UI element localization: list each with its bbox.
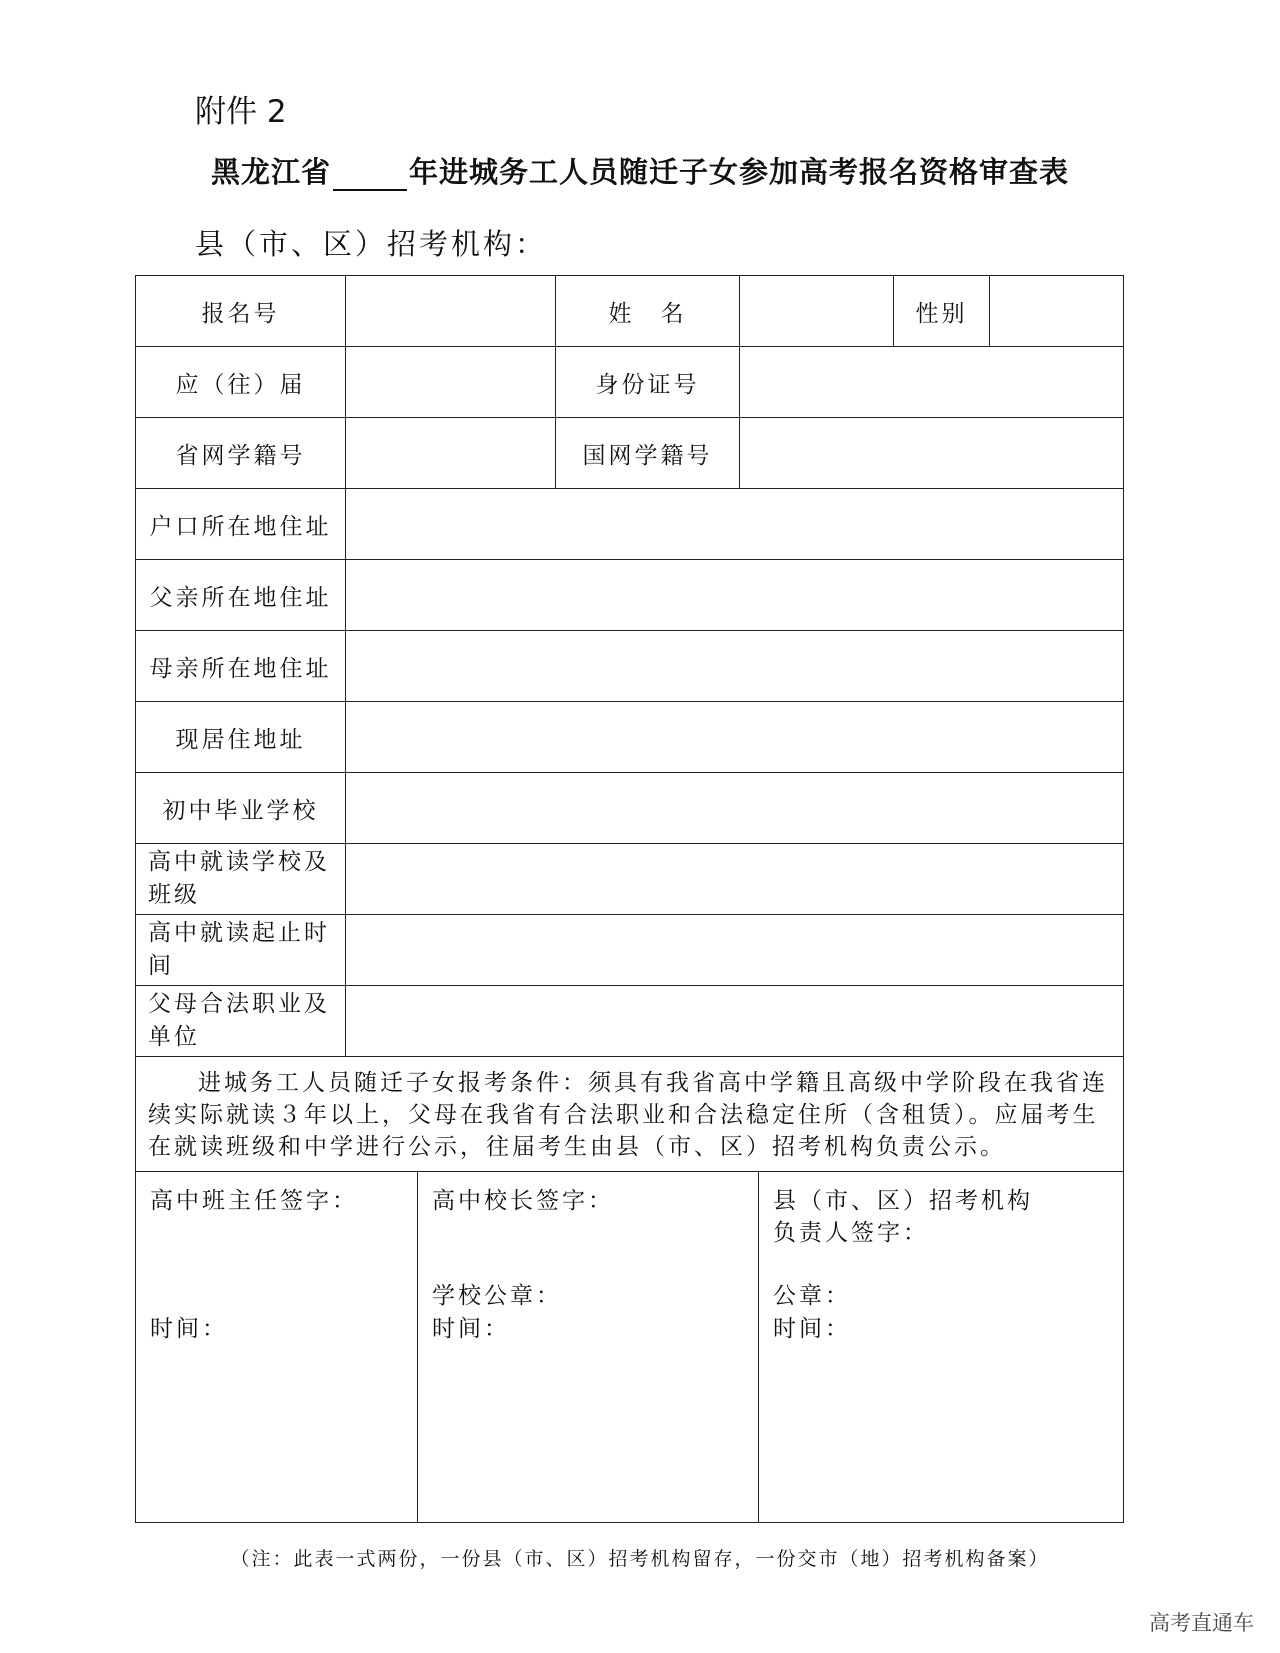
high-school-class-field[interactable] [346,844,1124,915]
middle-school-field[interactable] [346,773,1124,844]
name-label: 姓 名 [556,276,740,347]
attachment-label: 附件 2 [195,94,287,130]
parents-occupation-field[interactable] [346,986,1124,1057]
name-field[interactable] [740,276,894,347]
footnote: （注：此表一式两份，一份县（市、区）招考机构留存，一份交市（地）招考机构备案） [230,1548,1050,1570]
graduate-status-field[interactable] [346,347,556,418]
household-address-field[interactable] [346,489,1124,560]
father-address-field[interactable] [346,560,1124,631]
title-prefix: 黑龙江省 [210,155,331,189]
principal-signature-cell[interactable] [418,1172,759,1523]
agency-signature-cell[interactable] [759,1172,1124,1523]
graduate-status-label: 应（往）届 [136,347,346,418]
watermark: 高考直通车 [1149,1611,1254,1635]
conditions-notice [136,1057,1124,1172]
father-address-label: 父亲所在地住址 [136,560,346,631]
parents-occupation-label: 父母合法职业及单位 [136,986,346,1057]
teacher-signature-label: 高中班主任签字： [150,1188,358,1214]
mother-address-field[interactable] [346,631,1124,702]
current-address-label: 现居住地址 [136,702,346,773]
id-number-label: 身份证号 [556,347,740,418]
middle-school-label: 初中毕业学校 [136,773,346,844]
agency-signature-label-2: 负责人签字： [773,1220,929,1246]
mother-address-label: 母亲所在地住址 [136,631,346,702]
teacher-signature-cell[interactable] [136,1172,418,1523]
gender-field[interactable] [990,276,1124,347]
household-address-label: 户口所在地住址 [136,489,346,560]
national-student-id-field[interactable] [740,418,1124,489]
agency-seal-label: 公章： [773,1283,851,1309]
conditions-text: 进城务工人员随迁子女报考条件：须具有我省高中学籍且高级中学阶段在我省连续实际就读３年以上，父母在我省有合法职业和合法稳定住所（含租赁）。应届考生在就读班级和中学进行公示，往届考生由县（市、区）招考机构负责公示。 [148,1070,1108,1160]
principal-signature-label: 高中校长签字： [432,1188,614,1214]
provincial-student-id-field[interactable] [346,418,556,489]
principal-time-label: 时间： [432,1316,510,1342]
high-school-class-label: 高中就读学校及班级 [136,844,346,915]
high-school-period-label: 高中就读起止时间 [136,915,346,986]
gender-label: 性别 [894,276,990,347]
form-title [0,150,1280,191]
title-suffix: 年进城务工人员随迁子女参加高考报名资格审查表 [409,155,1070,189]
agency-label: 县（市、区）招考机构： [195,227,548,261]
year-blank[interactable] [333,163,407,191]
school-seal-label: 学校公章： [432,1283,562,1309]
teacher-time-label: 时间： [150,1316,228,1342]
registration-no-field[interactable] [346,276,556,347]
registration-no-label: 报名号 [136,276,346,347]
agency-signature-label-1: 县（市、区）招考机构 [773,1188,1033,1214]
provincial-student-id-label: 省网学籍号 [136,418,346,489]
id-number-field[interactable] [740,347,1124,418]
agency-time-label: 时间： [773,1316,851,1342]
current-address-field[interactable] [346,702,1124,773]
qualification-form [135,275,1124,1523]
high-school-period-field[interactable] [346,915,1124,986]
national-student-id-label: 国网学籍号 [556,418,740,489]
